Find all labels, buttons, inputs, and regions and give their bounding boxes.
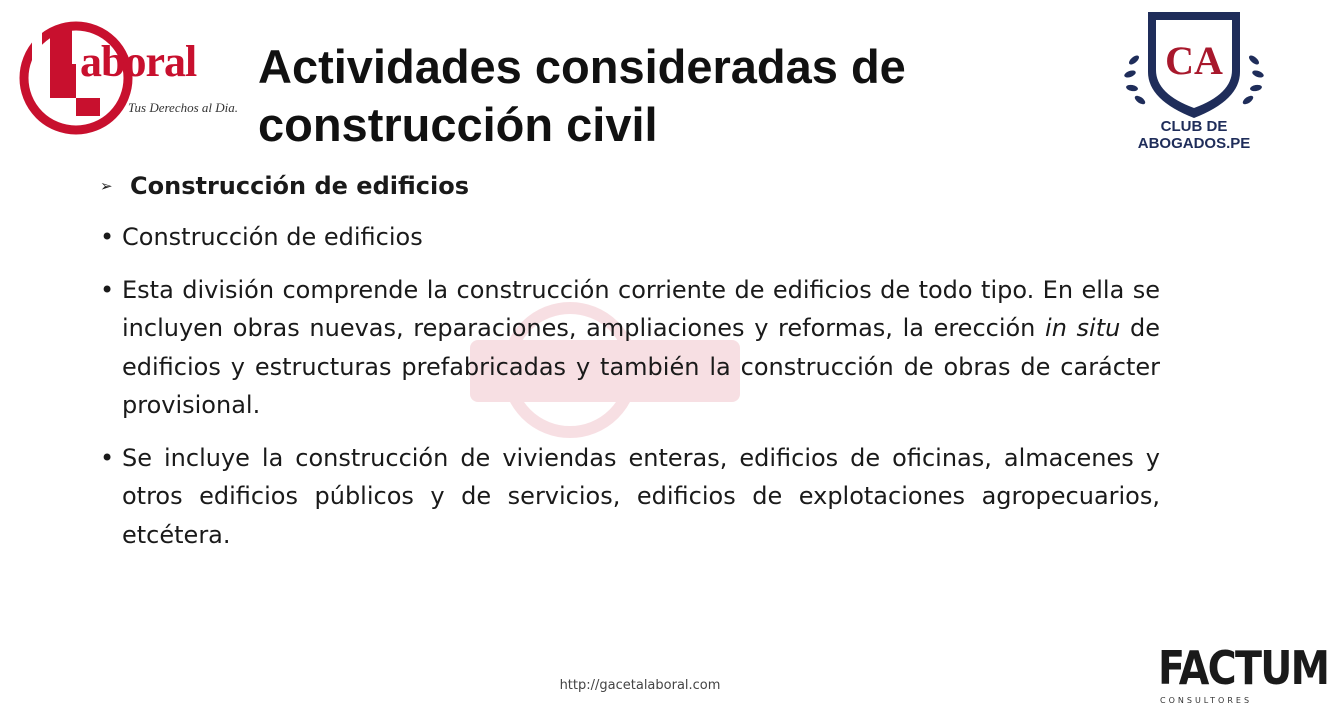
bullet-text: Esta división comprende la construcción corriente de edificios de todo tipo. En ella se incluyen obras nuevas, reparaciones, ampliaciones y reformas, la erección bbox=[122, 275, 1160, 342]
laboral-logo-word: aboral bbox=[80, 37, 197, 86]
footer-url: http://gacetalaboral.com bbox=[559, 678, 721, 693]
section-subheading-text: Construcción de edificios bbox=[130, 172, 469, 200]
club-abogados-line2: ABOGADOS.PE bbox=[1137, 135, 1251, 152]
factum-logo-word: FACTUM bbox=[1158, 641, 1328, 695]
factum-logo bbox=[1158, 641, 1328, 708]
bullet-text: de edificios y estructuras prefabricadas y también la construcción de obras de carácter provisional. bbox=[122, 314, 1160, 419]
bullet-item: • Construcción de edificios bbox=[100, 218, 1160, 257]
shield-icon bbox=[1112, 0, 1276, 130]
club-abogados-label bbox=[1112, 118, 1276, 152]
page-title: Actividades consideradas de construcción civil bbox=[258, 40, 906, 151]
club-abogados-line1: CLUB DE bbox=[1160, 118, 1228, 135]
bullet-text-italic: in situ bbox=[1045, 314, 1121, 342]
slide-content bbox=[100, 166, 1160, 554]
laboral-logo bbox=[20, 12, 240, 142]
section-subheading bbox=[100, 166, 1160, 206]
factum-logo-sub: CONSULTORES bbox=[1160, 696, 1253, 705]
laboral-logo-tagline: Tus Derechos al Dia. bbox=[128, 100, 239, 115]
arrow-bullet-icon: ➢ bbox=[100, 177, 113, 195]
ca-initials: CA bbox=[1165, 38, 1223, 83]
bullet-item: • Se incluye la construcción de viviendas enteras, edificios de oficinas, almacenes y otros edificios públicos y de servicios, edificios de explotaciones agropecuarios, etcétera. bbox=[100, 439, 1160, 555]
bullet-item bbox=[100, 271, 1160, 425]
